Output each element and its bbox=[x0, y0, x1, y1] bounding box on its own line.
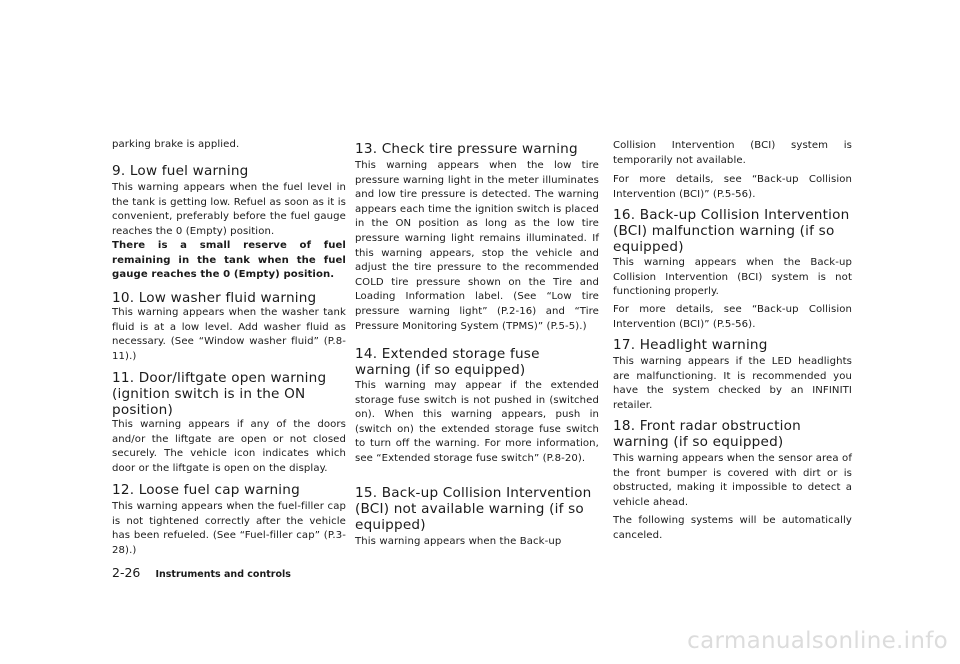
paragraph-door-liftgate: This warning appears if any of the doors and/or the liftgate are open or not closed securely. The vehicle icon indicates which door or the liftgate is open on the display. bbox=[112, 419, 346, 474]
paragraph-front-radar: This warning appears when the sensor area of the front bumper is covered with dirt or is obstructed, making it impossible to detect a vehicle ahead. bbox=[613, 453, 852, 508]
page-number: 2-26 bbox=[112, 565, 141, 580]
paragraph-fuel-cap: This warning appears when the fuel-filler cap is not tightened correctly after the vehicle has been refueled. (See “Fuel-filler cap” (P.3-28).) bbox=[112, 501, 346, 556]
heading-low-washer-fluid: 10. Low washer fluid warning bbox=[112, 290, 317, 306]
paragraph-bci-temporarily: Collision Intervention (BCI) system is temporarily not available. bbox=[613, 140, 852, 166]
page-footer bbox=[112, 562, 291, 581]
paragraph-tire-pressure: This warning appears when the low tire pressure warning light in the meter illuminates and low tire pressure is detected. The warning appears each time the ignition switch is placed in the ON position as long as the low tire pressure warning light remains illuminated. If this warning appears, stop the vehicle and adjust the tire pressure to the recommended COLD tire pressure shown on the Tire and Loading Information label. (See “Low tire pressure warning light” (P.2-16) and “Tire Pressure Monitoring System (TPMS)” (P.5-5).) bbox=[355, 160, 599, 332]
paragraph-bci-details-1: For more details, see “Back-up Collision Intervention (BCI)” (P.5-56). bbox=[613, 174, 852, 200]
paragraph-low-fuel: This warning appears when the fuel level in the tank is getting low. Refuel as soon as it is convenient, preferably before the fuel gauge reaches the 0 (Empty) position. bbox=[112, 182, 346, 237]
heading-bci-not-available: 15. Back-up Collision Intervention (BCI) not available warning (if so equipped) bbox=[355, 485, 592, 533]
paragraph-bci-malfunction: This warning appears when the Back-up Collision Intervention (BCI) system is not functioning properly. bbox=[613, 257, 852, 298]
paragraph-parking-brake: parking brake is applied. bbox=[112, 139, 240, 150]
paragraph-headlight: This warning appears if the LED headlights are malfunctioning. It is recommended you have the system checked by an INFINITI retailer. bbox=[613, 356, 852, 411]
heading-extended-storage-fuse: 14. Extended storage fuse warning (if so equipped) bbox=[355, 346, 540, 378]
paragraph-fuel-reserve: There is a small reserve of fuel remaining in the tank when the fuel gauge reaches the 0 (Empty) position. bbox=[112, 240, 346, 281]
paragraph-bci-not-available: This warning appears when the Back-up bbox=[355, 536, 562, 547]
heading-headlight-warning: 17. Headlight warning bbox=[613, 337, 768, 353]
heading-loose-fuel-cap: 12. Loose fuel cap warning bbox=[112, 482, 300, 498]
heading-check-tire-pressure: 13. Check tire pressure warning bbox=[355, 141, 578, 157]
paragraph-systems-canceled: The following systems will be automatically canceled. bbox=[613, 515, 852, 541]
paragraph-washer-fluid: This warning appears when the washer tank fluid is at a low level. Add washer fluid as necessary. (See “Window washer fluid” (P.8-11).) bbox=[112, 307, 346, 362]
watermark: carmanualsonline.info bbox=[687, 628, 948, 654]
heading-door-liftgate-open: 11. Door/liftgate open warning (ignition switch is in the ON position) bbox=[112, 370, 327, 418]
heading-low-fuel-warning: 9. Low fuel warning bbox=[112, 163, 249, 179]
heading-bci-malfunction: 16. Back-up Collision Intervention (BCI) malfunction warning (if so equipped) bbox=[613, 207, 850, 255]
heading-front-radar-obstruction: 18. Front radar obstruction warning (if so equipped) bbox=[613, 418, 801, 450]
paragraph-storage-fuse: This warning may appear if the extended storage fuse switch is not pushed in (switched on). When this warning appears, push in (switch on) the extended storage fuse switch to turn off the warning. For more information, see “Extended storage fuse switch” (P.8-20). bbox=[355, 380, 599, 464]
section-title: Instruments and controls bbox=[155, 569, 291, 580]
paragraph-bci-details-2: For more details, see “Back-up Collision Intervention (BCI)” (P.5-56). bbox=[613, 304, 852, 330]
